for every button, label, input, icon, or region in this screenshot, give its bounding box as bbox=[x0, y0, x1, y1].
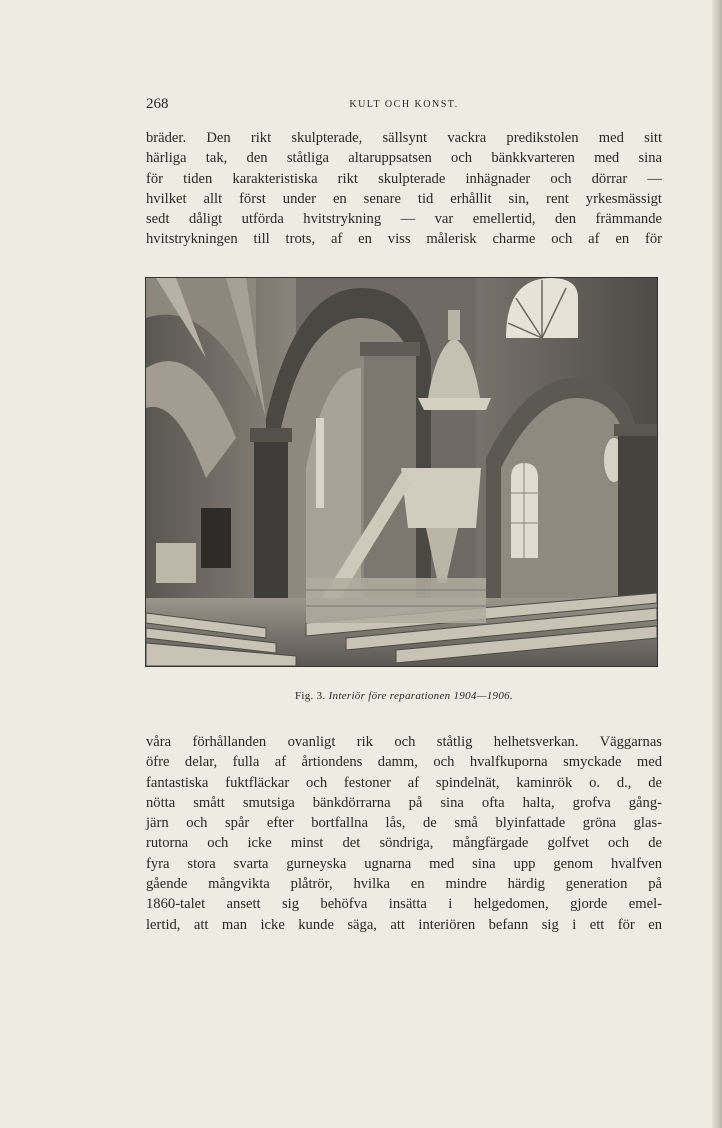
text-line: rutorna och icke minst det söndriga, mångfärgade golfvet och de bbox=[146, 835, 662, 852]
text-line: gående mångvikta plåtrör, hvilka en mindre härdig generation på bbox=[146, 876, 662, 893]
text-line: nötta smått smutsiga bänkdörrarna på sina ofta halta, grofva gång- bbox=[146, 794, 662, 811]
text-line: fantastiska fuktfläckar och festoner af spindelnät, kaminrök o. d., de bbox=[146, 774, 662, 791]
figure-label: Fig. 3. bbox=[294, 690, 326, 702]
figure-caption-text: Interiör före reparationen 1904—1906. bbox=[328, 690, 514, 702]
bottom-paragraph bbox=[146, 732, 662, 935]
page-edge-shadow bbox=[712, 0, 722, 1128]
text-line: bräder. Den rikt skulpterade, sällsynt vackra predikstolen med sitt bbox=[146, 130, 662, 146]
text-line: härliga tak, den ståtliga altaruppsatsen och bänkkvarteren med sina bbox=[146, 150, 662, 167]
text-line: järn och spår efter bortfallna lås, de små blyinfattade gröna glas- bbox=[146, 815, 662, 832]
page-number: 268 bbox=[146, 96, 169, 112]
page-header bbox=[146, 96, 662, 116]
text-line: 1860-talet ansett sig behöfva insätta i helgedomen, gjorde emel- bbox=[146, 896, 662, 913]
text-line: hvilket allt först under en senare tid erhållit sin, rent yrkesmässigt bbox=[146, 190, 662, 207]
church-interior-photo bbox=[145, 277, 658, 667]
text-line: öfre delar, fulla af årtiondens damm, och hvalfkuporna smyckade med bbox=[146, 754, 662, 771]
text-line: hvitstrykningen till trots, af en viss målerisk charme och af en för bbox=[146, 231, 662, 248]
text-line: sedt dåligt utförda hvitstrykning — var emellertid, den främmande bbox=[146, 211, 662, 228]
text-line: för tiden karakteristiska rikt skulpterade inhägnader och dörrar — bbox=[146, 170, 662, 187]
text-line: lertid, att man icke kunde säga, att interiören befann sig i ett för en bbox=[146, 916, 662, 933]
figure-caption bbox=[146, 690, 662, 702]
running-title: KULT OCH KONST. bbox=[349, 99, 459, 110]
church-interior-illustration bbox=[146, 278, 657, 666]
text-line: våra förhållanden ovanligt rik och ståtlig helhetsverkan. Väggarnas bbox=[146, 734, 662, 750]
text-line: fyra stora svarta gurneyska ugnarna med sina upp genom hvalfven bbox=[146, 855, 662, 872]
top-paragraph bbox=[146, 128, 662, 250]
